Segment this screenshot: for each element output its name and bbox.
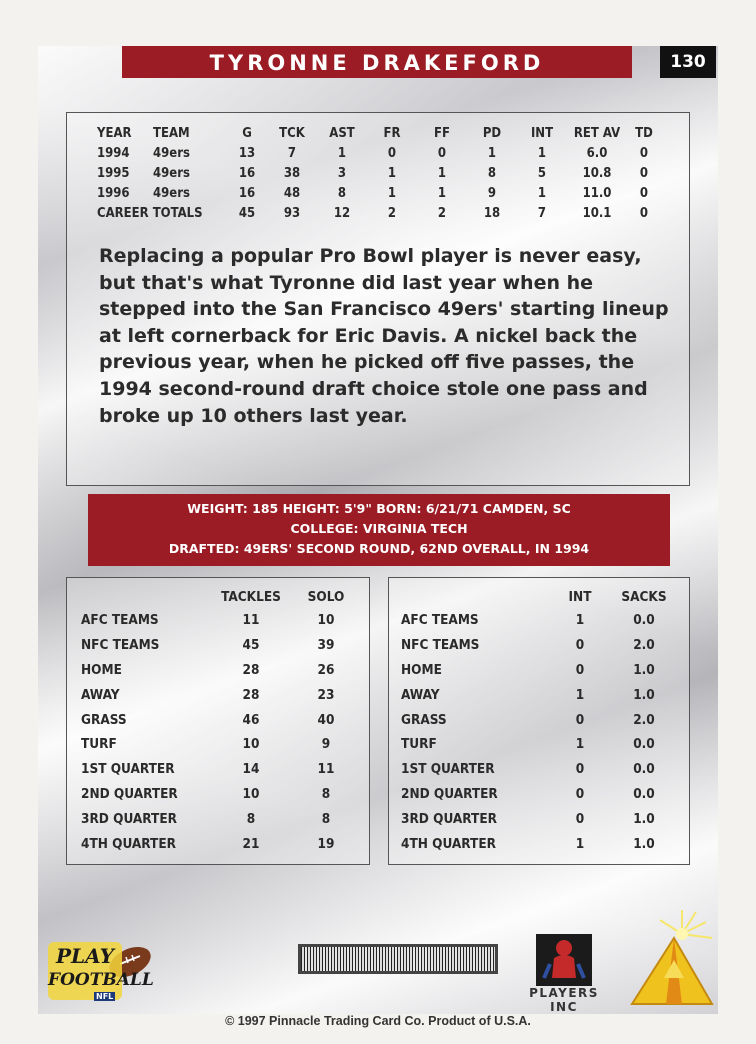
table-cell: 0 [575,661,585,678]
career-stats-panel [66,112,690,486]
table-cell: 93 [283,205,301,221]
row-label: GRASS [401,711,447,728]
table-cell: 49ers [153,185,190,201]
table-cell: 0 [639,165,649,181]
tackles-splits-table [81,586,365,856]
table-cell: 8 [337,185,347,201]
table-cell: 0.0 [633,785,655,802]
table-cell: 1 [437,165,447,181]
row-label: TURF [401,736,437,753]
row-label: HOME [81,661,122,678]
table-row [81,782,365,807]
table-cell: 1 [537,145,547,161]
table-cell: 16 [238,165,256,181]
table-row [401,608,679,633]
row-label: AWAY [81,686,120,703]
col-header: AST [329,125,355,141]
table-cell: 2 [387,205,397,221]
row-label: 4TH QUARTER [401,835,496,852]
table-cell: 12 [333,205,351,221]
career-stats-table [97,123,661,223]
card-number-badge [660,46,716,78]
pinnacle-star-icon [626,908,716,1008]
table-cell: 1 [387,185,397,201]
table-row [81,707,365,732]
table-cell: 0 [575,785,585,802]
card-number: 130 [670,52,706,72]
table-cell: 14 [242,761,260,778]
row-label: 1ST QUARTER [401,761,495,778]
table-cell: 45 [238,205,256,221]
table-cell: 8 [246,810,256,827]
table-cell: 8 [321,810,331,827]
table-row [81,732,365,757]
table-cell: 16 [238,185,256,201]
table-cell: 1.0 [633,686,655,703]
player-name: TYRONNE DRAKEFORD [209,51,545,75]
table-cell: 0 [575,761,585,778]
table-cell: 0 [387,145,397,161]
table-row [401,806,679,831]
table-cell: 1 [337,145,347,161]
player-silhouette-icon [536,934,592,986]
table-row [401,658,679,683]
row-label: 2ND QUARTER [401,785,498,802]
table-cell: 9 [321,736,331,753]
table-cell: 1 [575,736,585,753]
table-cell: 1.0 [633,661,655,678]
table-cell: 28 [242,686,260,703]
barcode [298,944,498,974]
col-header: FF [434,125,450,141]
players-inc-label: PLAYERS INC [529,986,599,1014]
play-football-logo [48,940,156,1006]
info-line-measurements: WEIGHT: 185 HEIGHT: 5'9" BORN: 6/21/71 CAMDEN, SC [187,501,571,516]
row-label: HOME [401,661,442,678]
table-cell: 2.0 [633,637,655,654]
table-row [81,757,365,782]
table-cell: 10.8 [582,165,612,181]
col-header: SOLO [307,589,345,605]
col-header: TCK [279,125,305,141]
table-cell: 19 [317,835,335,852]
table-cell: 1 [575,686,585,703]
table-cell: 0 [639,205,649,221]
table-cell: 0 [575,637,585,654]
table-cell: 40 [317,711,335,728]
table-cell: 2 [437,205,447,221]
row-label: NFC TEAMS [81,637,160,654]
table-cell: 0.0 [633,612,655,629]
int-sacks-splits-table [401,586,679,856]
info-line-college: COLLEGE: VIRGINIA TECH [290,521,468,536]
table-row [81,608,365,633]
table-cell: 2.0 [633,711,655,728]
table-row [401,682,679,707]
row-label: NFC TEAMS [401,637,480,654]
table-cell: 1 [575,835,585,852]
table-cell: 23 [317,686,335,703]
table-cell: 21 [242,835,260,852]
table-row [97,163,661,183]
table-row [81,682,365,707]
table-cell: 1 [437,185,447,201]
table-cell: 1.0 [633,835,655,852]
table-row [401,831,679,856]
table-cell: 45 [242,637,260,654]
player-info-box [88,494,670,566]
info-line-drafted: DRAFTED: 49ERS' SECOND ROUND, 62ND OVERALL, IN 1994 [168,541,590,556]
table-cell: 26 [317,661,335,678]
row-label: 1ST QUARTER [81,761,175,778]
pinnacle-logo [626,908,716,1008]
table-cell: 10 [242,785,260,802]
col-header: G [242,125,252,141]
table-cell: 1995 [97,165,130,181]
copyright-text: © 1997 Pinnacle Trading Card Co. Product of U.S.A. [225,1014,531,1028]
table-cell: 18 [483,205,501,221]
table-cell: 39 [317,637,335,654]
table-row [401,757,679,782]
players-inc-logo [536,934,592,986]
table-cell: 8 [321,785,331,802]
table-cell: 5 [537,165,547,181]
col-header: PD [482,125,502,141]
table-cell: 11 [317,761,335,778]
split-header-row [401,586,679,608]
col-header: FR [383,125,401,141]
table-cell: 1.0 [633,810,655,827]
col-header: INT [568,589,592,605]
table-cell: 1 [387,165,397,181]
row-label: 2ND QUARTER [81,785,178,802]
table-cell: 28 [242,661,260,678]
table-cell: 1996 [97,185,130,201]
table-cell: 1 [487,145,497,161]
table-cell: 10 [317,612,335,629]
table-cell: 46 [242,711,260,728]
table-cell: 13 [238,145,256,161]
table-row [97,183,661,203]
table-row [401,732,679,757]
table-cell: 0 [437,145,447,161]
row-label: AFC TEAMS [401,612,479,629]
table-cell: 0.0 [633,736,655,753]
col-header: TD [635,125,653,141]
table-cell: 49ers [153,145,190,161]
table-cell: 9 [487,185,497,201]
table-cell: 6.0 [586,145,608,161]
table-row [97,143,661,163]
table-cell: 11 [242,612,260,629]
col-header: YEAR [97,125,132,141]
row-label: AWAY [401,686,440,703]
table-cell: 48 [283,185,301,201]
col-header: SACKS [621,589,667,605]
table-cell: 7 [537,205,547,221]
table-cell: 1 [537,185,547,201]
table-cell: 7 [287,145,297,161]
row-label: GRASS [81,711,127,728]
row-label: AFC TEAMS [81,612,159,629]
table-cell: 38 [283,165,301,181]
row-label: TURF [81,736,117,753]
tackles-splits-panel [66,577,370,865]
col-header: RET AV [573,125,621,141]
col-header: TACKLES [221,589,281,605]
play-logo-line2: FOOTBALL [48,970,154,990]
table-cell: CAREER TOTALS [97,205,203,221]
play-logo-line1: PLAY [56,944,114,968]
table-cell: 10 [242,736,260,753]
career-totals-row [97,203,661,223]
col-header: INT [530,125,554,141]
split-header-row [81,586,365,608]
table-cell: 10.1 [582,205,612,221]
table-row [81,633,365,658]
table-cell: 11.0 [582,185,612,201]
row-label: 3RD QUARTER [81,810,177,827]
col-header: TEAM [153,125,190,141]
table-cell: 0 [575,711,585,728]
nfl-badge: NFL [96,992,114,1001]
row-label: 4TH QUARTER [81,835,176,852]
table-row [81,831,365,856]
row-label: 3RD QUARTER [401,810,497,827]
table-cell: 0 [639,145,649,161]
table-cell: 8 [487,165,497,181]
table-cell: 0.0 [633,761,655,778]
int-sacks-splits-panel [388,577,690,865]
player-name-banner [122,46,632,78]
table-row [401,782,679,807]
table-row [401,707,679,732]
player-bio: Replacing a popular Pro Bowl player is never easy, but that's what Tyronne did last year when he stepped into the San Francisco 49ers' starting lineup at left cornerback for Eric Davis. A nickel back the previous year, when he picked off five passes, the 1994 second-round draft choice stole one pass and broke up 10 others last year. [99,245,669,427]
table-cell: 0 [639,185,649,201]
col-header [401,586,551,608]
table-cell: 1994 [97,145,130,161]
table-cell: 49ers [153,165,190,181]
table-row [81,806,365,831]
career-stats-header-row [97,123,661,143]
table-cell: 1 [575,612,585,629]
table-row [401,633,679,658]
col-header [81,586,215,608]
table-cell: 0 [575,810,585,827]
table-cell: 3 [337,165,347,181]
table-row [81,658,365,683]
